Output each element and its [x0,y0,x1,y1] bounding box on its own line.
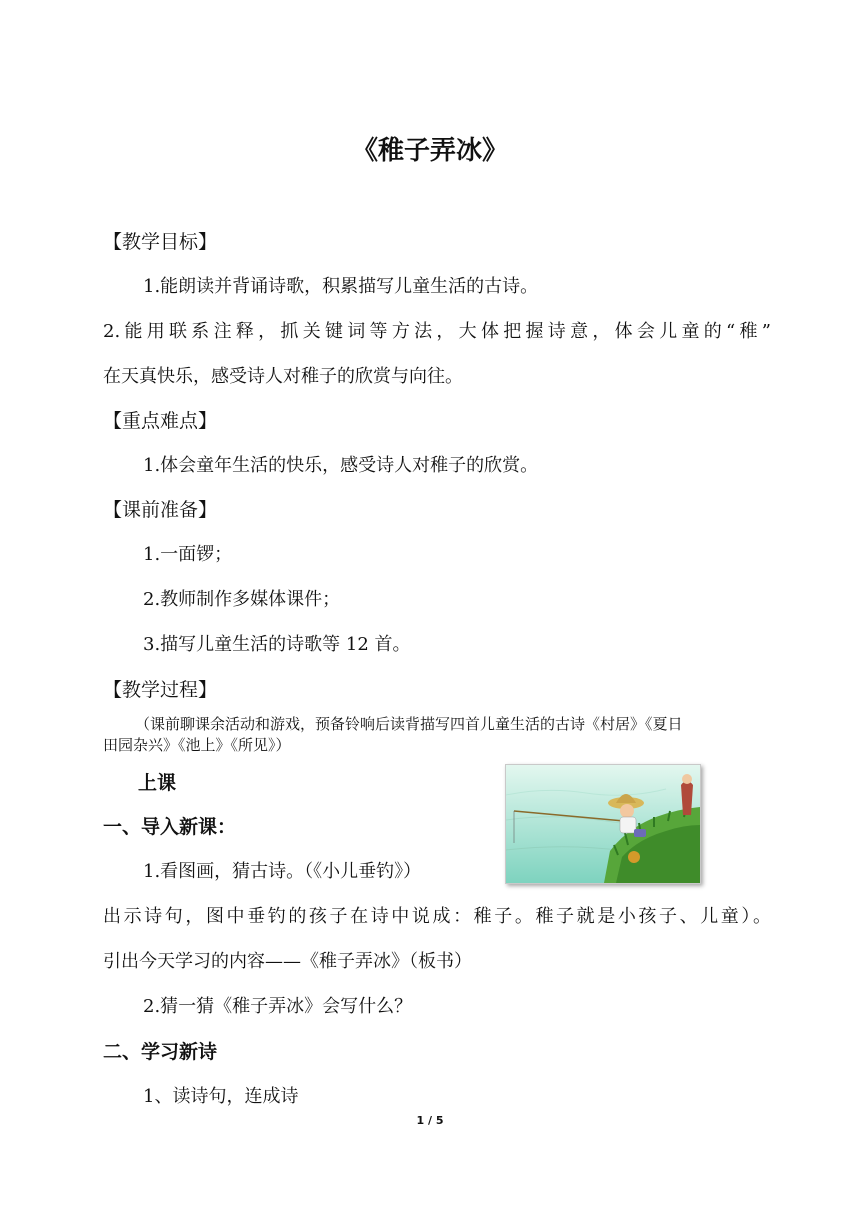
part-1-item-1: 1.看图画，猜古诗。（《小儿垂钓》） [143,861,422,882]
process-note-line-2: 田园杂兴》《池上》《所见》） [103,736,291,754]
prep-item-3: 3.描写儿童生活的诗歌等 12 首。 [143,634,411,655]
heading-preparation: 【课前准备】 [103,499,218,521]
part-1-paragraph-line-2: 引出今天学习的内容——《稚子弄冰》（板书） [103,951,472,972]
fishing-child-illustration [505,764,701,884]
page-number: 1 / 5 [416,1114,444,1127]
objective-item-2-line-1: 2.能用联系注释，抓关键词等方法，大体把握诗意，体会儿童的“稚” [103,321,771,342]
objective-item-1: 1.能朗读并背诵诗歌，积累描写儿童生活的古诗。 [143,276,539,297]
prep-item-2: 2.教师制作多媒体课件； [143,589,341,610]
process-note-line-1: （课前聊课余活动和游戏，预备铃响后读背描写四首儿童生活的古诗《村居》《夏日 [135,715,683,733]
prep-item-1: 1.一面锣； [143,544,233,565]
part-2-item-1: 1、读诗句，连成诗 [143,1086,299,1107]
objective-item-2-line-2: 在天真快乐，感受诗人对稚子的欣赏与向往。 [103,366,463,387]
document-title: 《稚子弄冰》 [351,136,508,166]
heading-objectives: 【教学目标】 [103,231,218,253]
part-1-paragraph-line-1: 出示诗句，图中垂钓的孩子在诗中说成：稚子。稚子就是小孩子、儿童）。 [103,906,771,927]
part-1-item-2: 2.猜一猜《稚子弄冰》会写什么？ [143,996,413,1017]
heading-focus: 【重点难点】 [103,410,218,432]
focus-item-1: 1.体会童年生活的快乐，感受诗人对稚子的欣赏。 [143,455,539,476]
class-start-label: 上课 [138,772,177,794]
part-1-heading: 一、导入新课： [103,816,237,838]
part-2-heading: 二、学习新诗 [103,1041,218,1063]
heading-process: 【教学过程】 [103,679,218,701]
